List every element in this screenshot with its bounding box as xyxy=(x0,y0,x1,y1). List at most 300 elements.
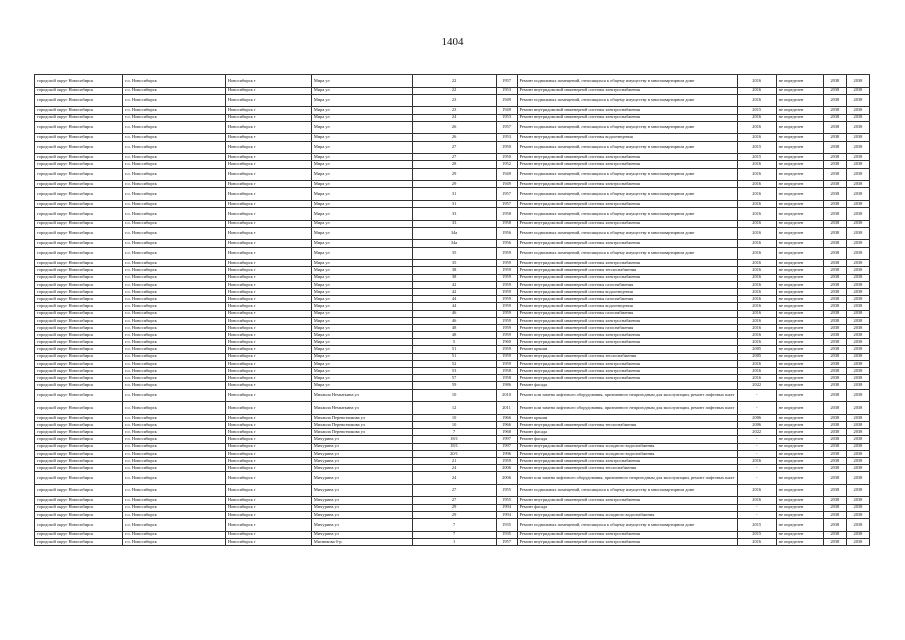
work-type-cell: Ремонт подвальных помещений, относящихся к общему имуществу в многоквартирном доме xyxy=(517,75,737,88)
district-cell: городской округ Новосибирск xyxy=(35,484,123,497)
city-cell: Новосибирск г xyxy=(225,443,311,450)
build-year-cell: 1959 xyxy=(496,267,517,274)
planned-year-cell: 2016 xyxy=(737,288,776,295)
period-to-cell: 2038 xyxy=(846,75,869,88)
build-year-cell: 1957 xyxy=(496,188,517,201)
area-cell: г.о. Новосибирск xyxy=(123,134,226,141)
work-type-cell: Ремонт фасада xyxy=(517,504,737,511)
area-cell: г.о. Новосибирск xyxy=(123,450,226,457)
house-number-cell: 27 xyxy=(412,484,496,497)
area-cell: г.о. Новосибирск xyxy=(123,107,226,114)
district-cell: городской округ Новосибирск xyxy=(35,296,123,303)
build-year-cell: 1957 xyxy=(496,538,517,545)
district-cell: городской округ Новосибирск xyxy=(35,324,123,331)
area-cell: г.о. Новосибирск xyxy=(123,94,226,107)
street-cell: Мира ул xyxy=(311,274,412,281)
planned-year-cell: 2016 xyxy=(737,339,776,346)
district-cell: городской округ Новосибирск xyxy=(35,317,123,324)
house-number-cell: 51 xyxy=(412,353,496,360)
period-to-cell: 2038 xyxy=(846,538,869,545)
period-from-cell: 2038 xyxy=(823,531,846,538)
work-type-cell: Ремонт внутридомовой инженерной системы электроснабжения xyxy=(517,200,737,207)
status-cell: не определен xyxy=(776,274,823,281)
table-row xyxy=(35,247,870,260)
planned-year-cell: 2016 xyxy=(737,94,776,107)
district-cell: городской округ Новосибирск xyxy=(35,161,123,168)
period-to-cell: 2038 xyxy=(846,188,869,201)
work-type-cell: Ремонт внутридомовой инженерной системы электроснабжения xyxy=(517,497,737,504)
work-type-cell: Ремонт внутридомовой инженерной системы теплоснабжения xyxy=(517,267,737,274)
work-type-cell: Ремонт внутридомовой инженерной системы теплоснабжения xyxy=(517,353,737,360)
period-from-cell: 2038 xyxy=(823,154,846,161)
planned-year-cell: 2016 xyxy=(737,247,776,260)
district-cell: городской округ Новосибирск xyxy=(35,267,123,274)
house-number-cell: 31 xyxy=(412,200,496,207)
area-cell: г.о. Новосибирск xyxy=(123,141,226,154)
period-from-cell: 2038 xyxy=(823,87,846,94)
build-year-cell: 1959 xyxy=(496,288,517,295)
area-cell: г.о. Новосибирск xyxy=(123,414,226,421)
period-to-cell: 2038 xyxy=(846,332,869,339)
area-cell: г.о. Новосибирск xyxy=(123,368,226,375)
area-cell: г.о. Новосибирск xyxy=(123,429,226,436)
work-type-cell: Ремонт внутридомовой инженерной системы электроснабжения xyxy=(517,332,737,339)
table-row xyxy=(35,220,870,227)
work-type-cell: Ремонт подвальных помещений, относящихся к общему имуществу в многоквартирном доме xyxy=(517,168,737,181)
planned-year-cell: 2016 xyxy=(737,168,776,181)
period-from-cell: 2038 xyxy=(823,465,846,472)
status-cell: не определен xyxy=(776,339,823,346)
street-cell: Мира ул xyxy=(311,94,412,107)
period-to-cell: 2038 xyxy=(846,346,869,353)
period-to-cell: 2038 xyxy=(846,161,869,168)
area-cell: г.о. Новосибирск xyxy=(123,161,226,168)
period-to-cell: 2038 xyxy=(846,288,869,295)
status-cell: не определен xyxy=(776,154,823,161)
district-cell: городской округ Новосибирск xyxy=(35,208,123,221)
table-row xyxy=(35,267,870,274)
district-cell: городской округ Новосибирск xyxy=(35,260,123,267)
planned-year-cell: - xyxy=(737,472,776,485)
planned-year-cell: 2016 xyxy=(737,227,776,240)
period-to-cell: 2038 xyxy=(846,303,869,310)
period-from-cell: 2038 xyxy=(823,208,846,221)
work-type-cell: Ремонт или замена лифтового оборудования, признанного непригодным для эксплуатации, ремонт лифтовых шахт xyxy=(517,402,737,415)
city-cell: Новосибирск г xyxy=(225,240,311,247)
district-cell: городской округ Новосибирск xyxy=(35,465,123,472)
work-type-cell: Ремонт внутридомовой инженерной системы электроснабжения xyxy=(517,317,737,324)
table-row xyxy=(35,274,870,281)
district-cell: городской округ Новосибирск xyxy=(35,429,123,436)
table-row xyxy=(35,538,870,545)
area-cell: г.о. Новосибирск xyxy=(123,220,226,227)
house-number-cell: 20/1 xyxy=(412,450,496,457)
house-number-cell: 34а xyxy=(412,240,496,247)
table-row xyxy=(35,457,870,464)
work-type-cell: Ремонт подвальных помещений, относящихся к общему имуществу в многоквартирном доме xyxy=(517,208,737,221)
status-cell: не определен xyxy=(776,504,823,511)
status-cell: не определен xyxy=(776,200,823,207)
work-type-cell: Ремонт или замена лифтового оборудования, признанного непригодным для эксплуатации, ремонт лифтовых шахт xyxy=(517,389,737,402)
planned-year-cell: - xyxy=(737,389,776,402)
house-number-cell: 35 xyxy=(412,247,496,260)
city-cell: Новосибирск г xyxy=(225,75,311,88)
city-cell: Новосибирск г xyxy=(225,511,311,518)
period-to-cell: 2038 xyxy=(846,504,869,511)
status-cell: не определен xyxy=(776,87,823,94)
city-cell: Новосибирск г xyxy=(225,303,311,310)
work-type-cell: Ремонт подвальных помещений, относящихся к общему имуществу в многоквартирном доме xyxy=(517,519,737,532)
table-row xyxy=(35,288,870,295)
period-to-cell: 2038 xyxy=(846,375,869,382)
period-from-cell: 2038 xyxy=(823,414,846,421)
status-cell: не определен xyxy=(776,465,823,472)
house-number-cell: 33 xyxy=(412,220,496,227)
district-cell: городской округ Новосибирск xyxy=(35,75,123,88)
area-cell: г.о. Новосибирск xyxy=(123,457,226,464)
status-cell: не определен xyxy=(776,414,823,421)
house-number-cell: 24 xyxy=(412,472,496,485)
period-to-cell: 2038 xyxy=(846,114,869,121)
city-cell: Новосибирск г xyxy=(225,497,311,504)
street-cell: Мира ул xyxy=(311,181,412,188)
house-number-cell: 27 xyxy=(412,497,496,504)
period-to-cell: 2038 xyxy=(846,134,869,141)
table-row xyxy=(35,240,870,247)
house-number-cell: 42 xyxy=(412,281,496,288)
work-type-cell: Ремонт фасада xyxy=(517,429,737,436)
planned-year-cell: 2006 xyxy=(737,421,776,428)
house-number-cell: 46 xyxy=(412,317,496,324)
city-cell: Новосибирск г xyxy=(225,134,311,141)
build-year-cell: 1966 xyxy=(496,414,517,421)
period-to-cell: 2038 xyxy=(846,368,869,375)
build-year-cell: 2010 xyxy=(496,389,517,402)
house-number-cell: 44 xyxy=(412,296,496,303)
planned-year-cell: 2016 xyxy=(737,274,776,281)
city-cell: Новосибирск г xyxy=(225,457,311,464)
build-year-cell: 1959 xyxy=(496,346,517,353)
table-row xyxy=(35,107,870,114)
street-cell: Мира ул xyxy=(311,227,412,240)
street-cell: Мичурина ул xyxy=(311,504,412,511)
planned-year-cell: - xyxy=(737,450,776,457)
period-from-cell: 2038 xyxy=(823,114,846,121)
work-type-cell: Ремонт внутридомовой инженерной системы водоотведения xyxy=(517,288,737,295)
table-row xyxy=(35,310,870,317)
period-to-cell: 2038 xyxy=(846,519,869,532)
street-cell: Мира ул xyxy=(311,75,412,88)
area-cell: г.о. Новосибирск xyxy=(123,154,226,161)
table-row xyxy=(35,324,870,331)
table-row xyxy=(35,114,870,121)
table-row xyxy=(35,121,870,134)
table-row xyxy=(35,188,870,201)
street-cell: Мясникова б-р xyxy=(311,538,412,545)
work-type-cell: Ремонт внутридомовой инженерной системы холодного водоснабжения xyxy=(517,450,737,457)
status-cell: не определен xyxy=(776,436,823,443)
city-cell: Новосибирск г xyxy=(225,389,311,402)
street-cell: Мира ул xyxy=(311,317,412,324)
period-from-cell: 2038 xyxy=(823,188,846,201)
street-cell: Мира ул xyxy=(311,134,412,141)
period-to-cell: 2038 xyxy=(846,296,869,303)
district-cell: городской округ Новосибирск xyxy=(35,421,123,428)
work-type-cell: Ремонт внутридомовой инженерной системы газоснабжения xyxy=(517,310,737,317)
planned-year-cell: 2015 xyxy=(737,519,776,532)
district-cell: городской округ Новосибирск xyxy=(35,360,123,367)
period-from-cell: 2038 xyxy=(823,274,846,281)
build-year-cell: 1959 xyxy=(496,324,517,331)
period-to-cell: 2038 xyxy=(846,310,869,317)
period-from-cell: 2038 xyxy=(823,538,846,545)
period-from-cell: 2038 xyxy=(823,504,846,511)
work-type-cell: Ремонт внутридомовой инженерной системы газоснабжения xyxy=(517,324,737,331)
planned-year-cell: 2016 xyxy=(737,296,776,303)
period-from-cell: 2038 xyxy=(823,94,846,107)
street-cell: Мира ул xyxy=(311,200,412,207)
period-to-cell: 2038 xyxy=(846,429,869,436)
build-year-cell: 1994 xyxy=(496,511,517,518)
period-to-cell: 2038 xyxy=(846,181,869,188)
period-to-cell: 2038 xyxy=(846,260,869,267)
planned-year-cell: 2016 xyxy=(737,484,776,497)
status-cell: не определен xyxy=(776,519,823,532)
district-cell: городской округ Новосибирск xyxy=(35,353,123,360)
table-body xyxy=(35,75,870,546)
status-cell: не определен xyxy=(776,208,823,221)
period-to-cell: 2038 xyxy=(846,324,869,331)
city-cell: Новосибирск г xyxy=(225,538,311,545)
work-type-cell: Ремонт внутридомовой инженерной системы водоотведения xyxy=(517,303,737,310)
status-cell: не определен xyxy=(776,188,823,201)
area-cell: г.о. Новосибирск xyxy=(123,114,226,121)
district-cell: городской округ Новосибирск xyxy=(35,134,123,141)
district-cell: городской округ Новосибирск xyxy=(35,402,123,415)
table-row xyxy=(35,353,870,360)
table-row xyxy=(35,134,870,141)
district-cell: городской округ Новосибирск xyxy=(35,154,123,161)
build-year-cell: 1958 xyxy=(496,220,517,227)
city-cell: Новосибирск г xyxy=(225,436,311,443)
build-year-cell: 1955 xyxy=(496,484,517,497)
build-year-cell: 2011 xyxy=(496,402,517,415)
district-cell: городской округ Новосибирск xyxy=(35,281,123,288)
area-cell: г.о. Новосибирск xyxy=(123,227,226,240)
period-from-cell: 2038 xyxy=(823,200,846,207)
street-cell: Мичурина ул xyxy=(311,531,412,538)
area-cell: г.о. Новосибирск xyxy=(123,181,226,188)
area-cell: г.о. Новосибирск xyxy=(123,353,226,360)
planned-year-cell: 2022 xyxy=(737,382,776,389)
table-row xyxy=(35,227,870,240)
district-cell: городской округ Новосибирск xyxy=(35,220,123,227)
house-number-cell: 29 xyxy=(412,511,496,518)
work-type-cell: Ремонт внутридомовой инженерной системы холодного водоснабжения xyxy=(517,443,737,450)
city-cell: Новосибирск г xyxy=(225,339,311,346)
period-to-cell: 2038 xyxy=(846,154,869,161)
house-number-cell: 38 xyxy=(412,267,496,274)
area-cell: г.о. Новосибирск xyxy=(123,303,226,310)
district-cell: городской округ Новосибирск xyxy=(35,531,123,538)
area-cell: г.о. Новосибирск xyxy=(123,531,226,538)
build-year-cell: 1959 xyxy=(496,457,517,464)
city-cell: Новосибирск г xyxy=(225,504,311,511)
build-year-cell: 1949 xyxy=(496,181,517,188)
house-number-cell: 48 xyxy=(412,332,496,339)
house-number-cell: 51 xyxy=(412,346,496,353)
period-to-cell: 2038 xyxy=(846,227,869,240)
house-number-cell: 26 xyxy=(412,134,496,141)
street-cell: Мира ул xyxy=(311,141,412,154)
period-to-cell: 2038 xyxy=(846,511,869,518)
house-number-cell: 18/1 xyxy=(412,443,496,450)
status-cell: не определен xyxy=(776,141,823,154)
street-cell: Мичурина ул xyxy=(311,443,412,450)
city-cell: Новосибирск г xyxy=(225,114,311,121)
planned-year-cell: 2016 xyxy=(737,200,776,207)
area-cell: г.о. Новосибирск xyxy=(123,188,226,201)
work-type-cell: Ремонт фасада xyxy=(517,436,737,443)
table-row xyxy=(35,484,870,497)
city-cell: Новосибирск г xyxy=(225,465,311,472)
house-number-cell: 10 xyxy=(412,421,496,428)
build-year-cell: 1955 xyxy=(496,497,517,504)
street-cell: Мира ул xyxy=(311,121,412,134)
city-cell: Новосибирск г xyxy=(225,450,311,457)
status-cell: не определен xyxy=(776,497,823,504)
work-type-cell: Ремонт или замена лифтового оборудования, признанного непригодным для эксплуатации, ремонт лифтовых шахт xyxy=(517,472,737,485)
period-to-cell: 2038 xyxy=(846,94,869,107)
period-to-cell: 2038 xyxy=(846,465,869,472)
district-cell: городской округ Новосибирск xyxy=(35,114,123,121)
city-cell: Новосибирск г xyxy=(225,288,311,295)
area-cell: г.о. Новосибирск xyxy=(123,324,226,331)
status-cell: не определен xyxy=(776,429,823,436)
street-cell: Мичурина ул xyxy=(311,472,412,485)
city-cell: Новосибирск г xyxy=(225,87,311,94)
street-cell: Михаила Немыткина ул xyxy=(311,389,412,402)
period-to-cell: 2038 xyxy=(846,360,869,367)
planned-year-cell: 2005 xyxy=(737,346,776,353)
city-cell: Новосибирск г xyxy=(225,531,311,538)
city-cell: Новосибирск г xyxy=(225,296,311,303)
build-year-cell: 1959 xyxy=(496,317,517,324)
area-cell: г.о. Новосибирск xyxy=(123,310,226,317)
status-cell: не определен xyxy=(776,531,823,538)
period-to-cell: 2038 xyxy=(846,421,869,428)
area-cell: г.о. Новосибирск xyxy=(123,75,226,88)
district-cell: городской округ Новосибирск xyxy=(35,168,123,181)
city-cell: Новосибирск г xyxy=(225,317,311,324)
city-cell: Новосибирск г xyxy=(225,208,311,221)
work-type-cell: Ремонт подвальных помещений, относящихся к общему имуществу в многоквартирном доме xyxy=(517,121,737,134)
street-cell: Мира ул xyxy=(311,353,412,360)
work-type-cell: Ремонт внутридомовой инженерной системы электроснабжения xyxy=(517,260,737,267)
table-row xyxy=(35,161,870,168)
area-cell: г.о. Новосибирск xyxy=(123,484,226,497)
period-to-cell: 2038 xyxy=(846,208,869,221)
table-row xyxy=(35,181,870,188)
city-cell: Новосибирск г xyxy=(225,310,311,317)
work-type-cell: Ремонт внутридомовой инженерной системы электроснабжения xyxy=(517,274,737,281)
area-cell: г.о. Новосибирск xyxy=(123,465,226,472)
house-number-cell: 21 xyxy=(412,457,496,464)
city-cell: Новосибирск г xyxy=(225,94,311,107)
street-cell: Мира ул xyxy=(311,288,412,295)
period-to-cell: 2038 xyxy=(846,436,869,443)
period-to-cell: 2038 xyxy=(846,220,869,227)
street-cell: Михаила Немыткина ул xyxy=(311,402,412,415)
area-cell: г.о. Новосибирск xyxy=(123,260,226,267)
house-number-cell: 5 xyxy=(412,339,496,346)
work-type-cell: Ремонт внутридомовой инженерной системы электроснабжения xyxy=(517,220,737,227)
table-row xyxy=(35,368,870,375)
work-type-cell: Ремонт фасада xyxy=(517,382,737,389)
status-cell: не определен xyxy=(776,181,823,188)
build-year-cell: 1958 xyxy=(496,208,517,221)
area-cell: г.о. Новосибирск xyxy=(123,332,226,339)
area-cell: г.о. Новосибирск xyxy=(123,274,226,281)
status-cell: не определен xyxy=(776,332,823,339)
planned-year-cell: 2015 xyxy=(737,531,776,538)
work-type-cell: Ремонт внутридомовой инженерной системы газоснабжения xyxy=(517,281,737,288)
status-cell: не определен xyxy=(776,281,823,288)
planned-year-cell: 2015 xyxy=(737,107,776,114)
house-number-cell: 7 xyxy=(412,531,496,538)
period-from-cell: 2038 xyxy=(823,288,846,295)
period-from-cell: 2038 xyxy=(823,317,846,324)
district-cell: городской округ Новосибирск xyxy=(35,457,123,464)
city-cell: Новосибирск г xyxy=(225,421,311,428)
planned-year-cell: 2016 xyxy=(737,457,776,464)
table-row xyxy=(35,339,870,346)
status-cell: не определен xyxy=(776,296,823,303)
build-year-cell: 1996 xyxy=(496,450,517,457)
work-type-cell: Ремонт внутридомовой инженерной системы электроснабжения xyxy=(517,339,737,346)
district-cell: городской округ Новосибирск xyxy=(35,240,123,247)
street-cell: Мира ул xyxy=(311,168,412,181)
period-from-cell: 2038 xyxy=(823,281,846,288)
status-cell: не определен xyxy=(776,310,823,317)
table-row xyxy=(35,141,870,154)
period-from-cell: 2038 xyxy=(823,220,846,227)
street-cell: Мира ул xyxy=(311,154,412,161)
planned-year-cell: 2016 xyxy=(737,375,776,382)
area-cell: г.о. Новосибирск xyxy=(123,339,226,346)
period-to-cell: 2038 xyxy=(846,472,869,485)
work-type-cell: Ремонт внутридомовой инженерной системы электроснабжения xyxy=(517,114,737,121)
street-cell: Михаила Перевозчикова ул xyxy=(311,421,412,428)
district-cell: городской округ Новосибирск xyxy=(35,450,123,457)
status-cell: не определен xyxy=(776,389,823,402)
district-cell: городской округ Новосибирск xyxy=(35,375,123,382)
work-type-cell: Ремонт подвальных помещений, относящихся к общему имуществу в многоквартирном доме xyxy=(517,141,737,154)
period-from-cell: 2038 xyxy=(823,484,846,497)
period-to-cell: 2038 xyxy=(846,389,869,402)
table-row xyxy=(35,168,870,181)
period-to-cell: 2038 xyxy=(846,450,869,457)
table-row xyxy=(35,317,870,324)
area-cell: г.о. Новосибирск xyxy=(123,168,226,181)
period-from-cell: 2038 xyxy=(823,303,846,310)
street-cell: Михаила Перевозчикова ул xyxy=(311,414,412,421)
planned-year-cell: - xyxy=(737,443,776,450)
table-row xyxy=(35,504,870,511)
table-row xyxy=(35,303,870,310)
city-cell: Новосибирск г xyxy=(225,324,311,331)
street-cell: Мира ул xyxy=(311,296,412,303)
